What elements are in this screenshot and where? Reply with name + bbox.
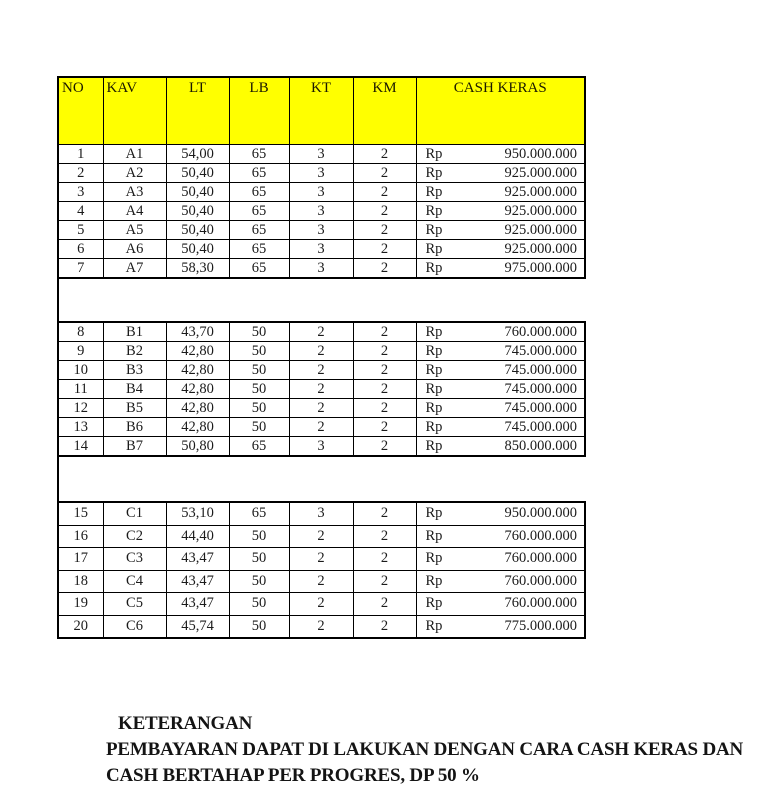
cell-no: 14	[58, 437, 103, 457]
cell-lb: 50	[229, 342, 289, 361]
currency-label: Rp	[425, 399, 443, 416]
currency-label: Rp	[425, 380, 443, 397]
cell-no: 20	[58, 615, 103, 638]
cell-lt: 54,00	[166, 145, 229, 164]
cash-keras-cell	[416, 164, 585, 183]
cell-km: 2	[353, 202, 416, 221]
table-row	[58, 145, 585, 164]
table-row	[58, 361, 585, 380]
cell-kt: 3	[289, 202, 353, 221]
cash-keras-cell	[416, 259, 585, 279]
currency-label: Rp	[425, 240, 443, 257]
cash-keras-cell	[416, 380, 585, 399]
cash-keras-cell	[416, 342, 585, 361]
price-value: 745.000.000	[504, 361, 577, 378]
column-header-cash-keras: CASH KERAS	[416, 77, 585, 145]
price-value: 850.000.000	[504, 437, 577, 454]
cash-keras-cell	[416, 399, 585, 418]
price-table-section-c	[57, 501, 586, 639]
price-table-section-a	[57, 76, 586, 279]
cell-km: 2	[353, 418, 416, 437]
table-row	[58, 437, 585, 457]
table-header-row	[58, 77, 585, 145]
currency-label: Rp	[425, 259, 443, 276]
cell-lb: 65	[229, 202, 289, 221]
cell-kav: C3	[103, 548, 166, 571]
cash-keras-cell	[416, 322, 585, 342]
cash-keras-cell	[416, 593, 585, 616]
table-row	[58, 164, 585, 183]
cell-kav: B3	[103, 361, 166, 380]
cell-no: 7	[58, 259, 103, 279]
cell-lb: 50	[229, 399, 289, 418]
currency-label: Rp	[425, 145, 443, 162]
cell-km: 2	[353, 593, 416, 616]
table-row	[58, 240, 585, 259]
price-value: 950.000.000	[504, 145, 577, 162]
cell-kav: A3	[103, 183, 166, 202]
cell-kt: 2	[289, 399, 353, 418]
table-row	[58, 221, 585, 240]
cell-kt: 2	[289, 322, 353, 342]
cell-km: 2	[353, 502, 416, 525]
column-header-kav: KAV	[103, 77, 166, 145]
cell-kav: B4	[103, 380, 166, 399]
cell-kt: 3	[289, 164, 353, 183]
cell-km: 2	[353, 615, 416, 638]
cash-keras-cell	[416, 437, 585, 457]
currency-label: Rp	[425, 221, 443, 238]
cell-lb: 50	[229, 615, 289, 638]
cash-keras-cell	[416, 615, 585, 638]
table-row	[58, 380, 585, 399]
cash-keras-cell	[416, 202, 585, 221]
cell-lb: 50	[229, 322, 289, 342]
cell-lt: 50,40	[166, 240, 229, 259]
cash-keras-cell	[416, 570, 585, 593]
table-row	[58, 183, 585, 202]
cell-lt: 43,70	[166, 322, 229, 342]
cell-no: 9	[58, 342, 103, 361]
cell-lb: 50	[229, 548, 289, 571]
price-value: 925.000.000	[504, 240, 577, 257]
cell-km: 2	[353, 259, 416, 279]
cash-keras-cell	[416, 418, 585, 437]
price-value: 760.000.000	[504, 572, 577, 589]
price-value: 760.000.000	[504, 550, 577, 567]
cell-kav: A1	[103, 145, 166, 164]
cell-km: 2	[353, 570, 416, 593]
cell-kav: C2	[103, 525, 166, 548]
cell-kt: 2	[289, 570, 353, 593]
cell-kav: B5	[103, 399, 166, 418]
keterangan-section	[106, 711, 778, 789]
cell-lb: 50	[229, 418, 289, 437]
cell-kav: C5	[103, 593, 166, 616]
currency-label: Rp	[425, 505, 443, 522]
cell-km: 2	[353, 361, 416, 380]
cell-km: 2	[353, 183, 416, 202]
keterangan-line-1: PEMBAYARAN DAPAT DI LAKUKAN DENGAN CARA CASH KERAS DAN	[106, 739, 744, 760]
cell-km: 2	[353, 240, 416, 259]
cell-lb: 65	[229, 145, 289, 164]
cell-kt: 3	[289, 502, 353, 525]
currency-label: Rp	[425, 202, 443, 219]
cell-lt: 50,40	[166, 164, 229, 183]
cell-lt: 50,80	[166, 437, 229, 457]
cell-lb: 65	[229, 259, 289, 279]
cash-keras-cell	[416, 502, 585, 525]
table-row	[58, 322, 585, 342]
cell-no: 19	[58, 593, 103, 616]
cell-km: 2	[353, 221, 416, 240]
cell-no: 17	[58, 548, 103, 571]
column-header-lt: LT	[166, 77, 229, 145]
price-value: 760.000.000	[504, 527, 577, 544]
cell-lt: 50,40	[166, 202, 229, 221]
price-value: 950.000.000	[504, 505, 577, 522]
price-value: 925.000.000	[504, 183, 577, 200]
cell-lt: 42,80	[166, 380, 229, 399]
price-table-section-b	[57, 321, 586, 457]
price-table	[57, 76, 586, 639]
table-row	[58, 418, 585, 437]
cell-lt: 44,40	[166, 525, 229, 548]
currency-label: Rp	[425, 527, 443, 544]
table-row	[58, 342, 585, 361]
cell-kt: 3	[289, 437, 353, 457]
cell-kt: 2	[289, 525, 353, 548]
cash-keras-cell	[416, 145, 585, 164]
currency-label: Rp	[425, 572, 443, 589]
cell-km: 2	[353, 164, 416, 183]
cell-kav: C1	[103, 502, 166, 525]
price-value: 745.000.000	[504, 380, 577, 397]
table-row	[58, 202, 585, 221]
cell-kav: B1	[103, 322, 166, 342]
price-value: 925.000.000	[504, 202, 577, 219]
table-row	[58, 548, 585, 571]
table-row	[58, 593, 585, 616]
cell-kt: 2	[289, 593, 353, 616]
cell-km: 2	[353, 525, 416, 548]
cash-keras-cell	[416, 183, 585, 202]
cell-km: 2	[353, 342, 416, 361]
cell-lb: 65	[229, 183, 289, 202]
cell-kt: 3	[289, 145, 353, 164]
currency-label: Rp	[425, 550, 443, 567]
currency-label: Rp	[425, 361, 443, 378]
currency-label: Rp	[425, 617, 443, 634]
table-section-spacer-1	[57, 279, 479, 321]
cell-lb: 65	[229, 221, 289, 240]
cash-keras-cell	[416, 361, 585, 380]
cell-kav: B6	[103, 418, 166, 437]
cell-km: 2	[353, 399, 416, 418]
cell-lt: 43,47	[166, 570, 229, 593]
currency-label: Rp	[425, 418, 443, 435]
cell-km: 2	[353, 548, 416, 571]
cell-kt: 2	[289, 380, 353, 399]
cell-kt: 2	[289, 342, 353, 361]
column-header-km: KM	[353, 77, 416, 145]
cell-kav: C6	[103, 615, 166, 638]
cell-no: 2	[58, 164, 103, 183]
cell-kt: 2	[289, 361, 353, 380]
cell-kav: A4	[103, 202, 166, 221]
price-value: 745.000.000	[504, 399, 577, 416]
currency-label: Rp	[425, 183, 443, 200]
cell-no: 1	[58, 145, 103, 164]
price-value: 760.000.000	[504, 323, 577, 340]
cell-lb: 65	[229, 164, 289, 183]
currency-label: Rp	[425, 323, 443, 340]
table-row	[58, 399, 585, 418]
cell-no: 13	[58, 418, 103, 437]
cell-lt: 45,74	[166, 615, 229, 638]
cell-kt: 3	[289, 221, 353, 240]
cell-kt: 3	[289, 240, 353, 259]
cell-no: 3	[58, 183, 103, 202]
cell-kav: A5	[103, 221, 166, 240]
table-row	[58, 615, 585, 638]
price-value: 975.000.000	[504, 259, 577, 276]
cell-no: 15	[58, 502, 103, 525]
cell-lb: 50	[229, 361, 289, 380]
cell-lt: 42,80	[166, 399, 229, 418]
cell-km: 2	[353, 145, 416, 164]
cell-kav: A6	[103, 240, 166, 259]
table-row	[58, 525, 585, 548]
table-row	[58, 502, 585, 525]
cell-lb: 50	[229, 570, 289, 593]
cash-keras-cell	[416, 525, 585, 548]
cell-kt: 2	[289, 615, 353, 638]
cell-kav: A7	[103, 259, 166, 279]
column-header-no: NO	[58, 77, 103, 145]
currency-label: Rp	[425, 164, 443, 181]
cell-no: 8	[58, 322, 103, 342]
cell-no: 16	[58, 525, 103, 548]
cell-km: 2	[353, 380, 416, 399]
price-value: 745.000.000	[504, 418, 577, 435]
price-value: 925.000.000	[504, 221, 577, 238]
cash-keras-cell	[416, 548, 585, 571]
cell-km: 2	[353, 322, 416, 342]
cell-lb: 50	[229, 525, 289, 548]
column-header-kt: KT	[289, 77, 353, 145]
cell-lb: 65	[229, 502, 289, 525]
cell-lt: 50,40	[166, 221, 229, 240]
cell-no: 18	[58, 570, 103, 593]
cell-lt: 43,47	[166, 548, 229, 571]
cell-no: 5	[58, 221, 103, 240]
cell-kav: A2	[103, 164, 166, 183]
cell-lt: 50,40	[166, 183, 229, 202]
cell-lt: 42,80	[166, 418, 229, 437]
currency-label: Rp	[425, 595, 443, 612]
price-value: 775.000.000	[504, 617, 577, 634]
cell-kt: 3	[289, 183, 353, 202]
cell-no: 6	[58, 240, 103, 259]
cell-lt: 58,30	[166, 259, 229, 279]
cell-no: 12	[58, 399, 103, 418]
cell-kt: 2	[289, 548, 353, 571]
keterangan-line-2: CASH BERTAHAP PER PROGRES, DP 50 %	[106, 765, 480, 786]
cell-lt: 42,80	[166, 361, 229, 380]
cell-kav: B2	[103, 342, 166, 361]
price-value: 745.000.000	[504, 342, 577, 359]
cell-lt: 42,80	[166, 342, 229, 361]
cell-kav: B7	[103, 437, 166, 457]
price-value: 925.000.000	[504, 164, 577, 181]
currency-label: Rp	[425, 437, 443, 454]
cell-kt: 3	[289, 259, 353, 279]
cell-km: 2	[353, 437, 416, 457]
price-value: 760.000.000	[504, 595, 577, 612]
table-row	[58, 259, 585, 279]
cell-no: 10	[58, 361, 103, 380]
table-section-spacer-2	[57, 457, 479, 501]
cell-lt: 53,10	[166, 502, 229, 525]
cell-kt: 2	[289, 418, 353, 437]
cell-no: 11	[58, 380, 103, 399]
cell-lb: 50	[229, 380, 289, 399]
cell-lb: 65	[229, 240, 289, 259]
cash-keras-cell	[416, 221, 585, 240]
table-row	[58, 570, 585, 593]
cash-keras-cell	[416, 240, 585, 259]
cell-no: 4	[58, 202, 103, 221]
table-header	[58, 77, 585, 145]
cell-lb: 50	[229, 593, 289, 616]
keterangan-heading: KETERANGAN	[118, 713, 253, 734]
column-header-lb: LB	[229, 77, 289, 145]
cell-kav: C4	[103, 570, 166, 593]
currency-label: Rp	[425, 342, 443, 359]
cell-lb: 65	[229, 437, 289, 457]
cell-lt: 43,47	[166, 593, 229, 616]
